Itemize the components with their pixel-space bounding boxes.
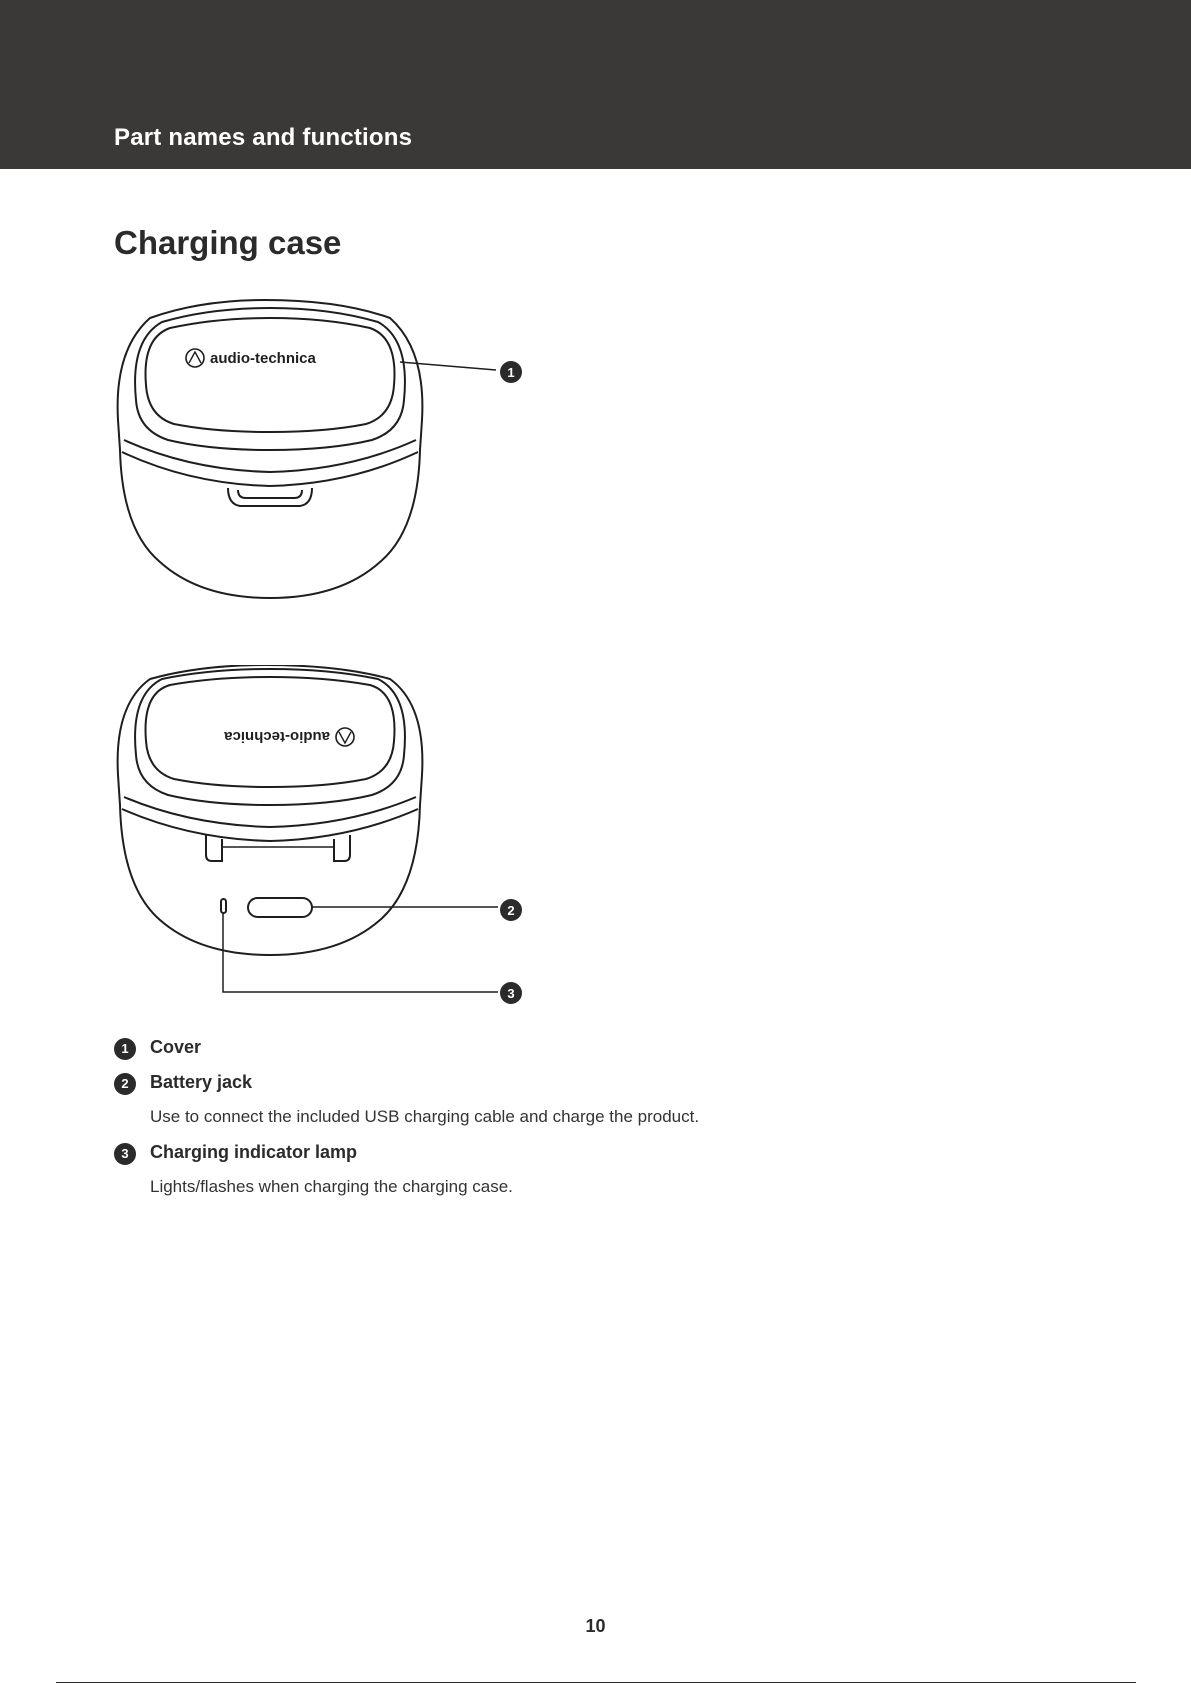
hinge-left (206, 835, 222, 861)
part-item-cover (114, 1036, 1014, 1071)
footer-rule (56, 1682, 1136, 1683)
part-item-battery-jack (114, 1071, 1014, 1106)
hinge-right (334, 835, 350, 861)
finger-notch-inner (238, 490, 302, 498)
charging-case-front-figure (100, 290, 540, 620)
part-item-charging-indicator-lamp (114, 1141, 1014, 1176)
charging-indicator-lamp (221, 899, 226, 913)
part-description: Use to connect the included USB charging cable and charge the product. (150, 1107, 700, 1126)
brand-logo-inverted (223, 728, 354, 746)
part-number-badge: 3 (114, 1143, 136, 1165)
part-name: Battery jack (150, 1072, 253, 1092)
battery-jack-port (248, 898, 312, 917)
callout-label-3: 3 (507, 986, 515, 1001)
brand-logo-text: audio-technica (210, 350, 316, 367)
page-number: 10 (585, 1616, 606, 1636)
parts-list (114, 1036, 1014, 1211)
cover-top-inner-outline (146, 318, 395, 432)
indicator-lamp-leader-line (223, 913, 498, 992)
lid-seam-line-2 (122, 452, 418, 486)
lid-seam-line (124, 797, 416, 827)
cover-leader-line (400, 362, 496, 370)
part-number-badge: 1 (114, 1038, 136, 1060)
lid-seam-line-2 (122, 809, 418, 841)
cover-lid-outline (135, 308, 405, 450)
callout-label-2: 2 (507, 903, 515, 918)
part-name: Charging indicator lamp (150, 1142, 358, 1162)
callout-label-1: 1 (507, 365, 515, 380)
brand-logo-text: audio-technica (224, 728, 330, 745)
charging-case-rear-figure (100, 665, 540, 1015)
section-title: Part names and functions (114, 124, 413, 151)
part-name: Cover (150, 1037, 202, 1057)
part-number-badge: 2 (114, 1073, 136, 1095)
part-description: Lights/flashes when charging the charging case. (150, 1177, 513, 1196)
lid-seam-line (124, 440, 416, 472)
brand-logo (186, 349, 317, 367)
page-heading: Charging case (114, 224, 342, 261)
